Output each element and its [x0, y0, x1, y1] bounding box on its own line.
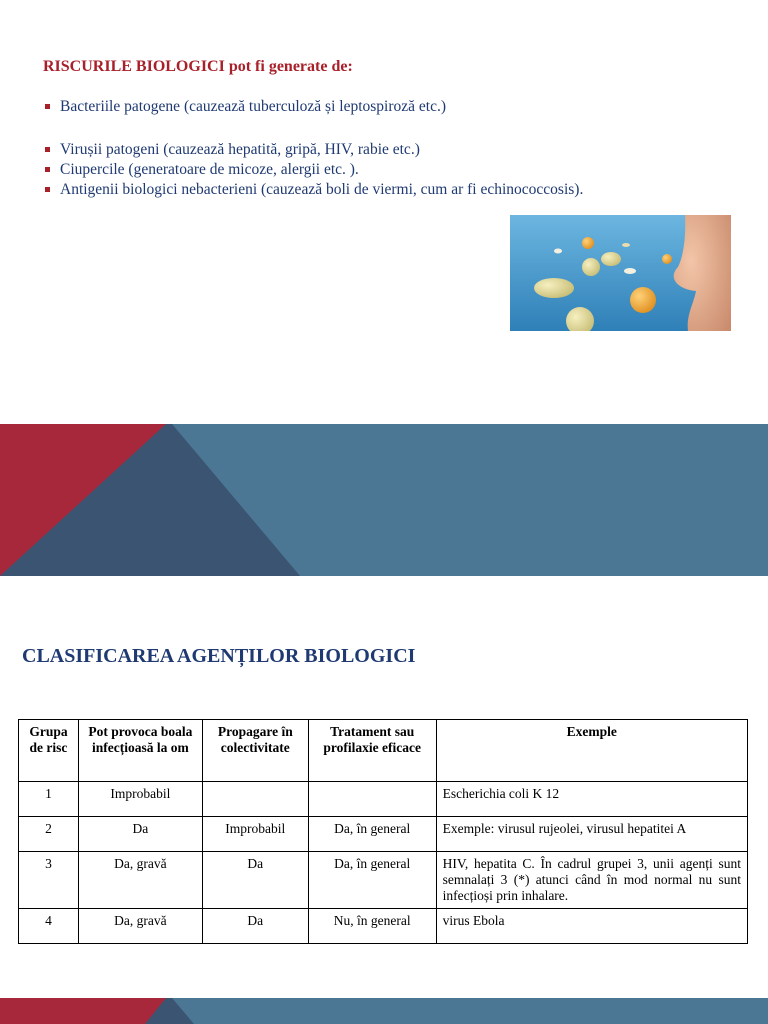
cell-propagare: [202, 782, 308, 817]
decorative-band: [0, 424, 768, 576]
pollen-and-nose-illustration: [510, 215, 731, 331]
cell-pot-provoca: Da, gravă: [78, 909, 202, 944]
cell-exemple: Exemple: virusul rujeolei, virusul hepatitei A: [436, 817, 747, 852]
header-tratament: Tratament sau profilaxie eficace: [308, 720, 436, 782]
cell-tratament: Nu, în general: [308, 909, 436, 944]
bullet-item: Bacteriile patogene (cauzează tuberculoză și leptospiroză etc.): [43, 98, 446, 116]
cell-propagare: Improbabil: [202, 817, 308, 852]
bullet-item: Ciupercile (generatoare de micoze, alergii etc. ).: [43, 161, 359, 179]
cell-exemple: HIV, hepatita C. În cadrul grupei 3, unii agenți sunt semnalați 3 (*) atunci când în mod normal nu sunt infecțioși prin inhalare.: [436, 852, 747, 909]
cell-pot-provoca: Da: [78, 817, 202, 852]
cell-tratament: [308, 782, 436, 817]
cell-grupa: 3: [19, 852, 79, 909]
bullet-square-icon: [45, 167, 50, 172]
cell-tratament: Da, în general: [308, 817, 436, 852]
cell-pot-provoca: Da, gravă: [78, 852, 202, 909]
cell-grupa: 1: [19, 782, 79, 817]
bullet-square-icon: [45, 147, 50, 152]
table-row: [19, 782, 748, 817]
table-row: [19, 909, 748, 944]
cell-propagare: Da: [202, 909, 308, 944]
cell-grupa: 4: [19, 909, 79, 944]
bullet-item: Virușii patogeni (cauzează hepatită, gripă, HIV, rabie etc.): [43, 141, 420, 159]
cell-grupa: 2: [19, 817, 79, 852]
risk-group-table: [18, 719, 748, 944]
header-exemple: Exemple: [436, 720, 747, 782]
header-pot-provoca: Pot provoca boala infecțioasă la om: [78, 720, 202, 782]
bullet-square-icon: [45, 104, 50, 109]
cell-exemple: Escherichia coli K 12: [436, 782, 747, 817]
cell-propagare: Da: [202, 852, 308, 909]
bullet-square-icon: [45, 187, 50, 192]
table-row: [19, 852, 748, 909]
table-header-row: [19, 720, 748, 782]
decorative-band: [0, 998, 768, 1024]
section-heading: CLASIFICAREA AGENȚILOR BIOLOGICI: [22, 645, 416, 667]
header-propagare: Propagare în colectivitate: [202, 720, 308, 782]
bullet-item: Antigenii biologici nebacterieni (cauzează boli de viermi, cum ar fi echinococcosis).: [43, 181, 583, 199]
cell-pot-provoca: Improbabil: [78, 782, 202, 817]
cell-exemple: virus Ebola: [436, 909, 747, 944]
header-grupa-de-risc: Grupa de risc: [19, 720, 79, 782]
slide-heading: RISCURILE BIOLOGICI pot fi generate de:: [43, 58, 353, 75]
slide-riscuri: [0, 0, 768, 424]
table-row: [19, 817, 748, 852]
cell-tratament: Da, în general: [308, 852, 436, 909]
